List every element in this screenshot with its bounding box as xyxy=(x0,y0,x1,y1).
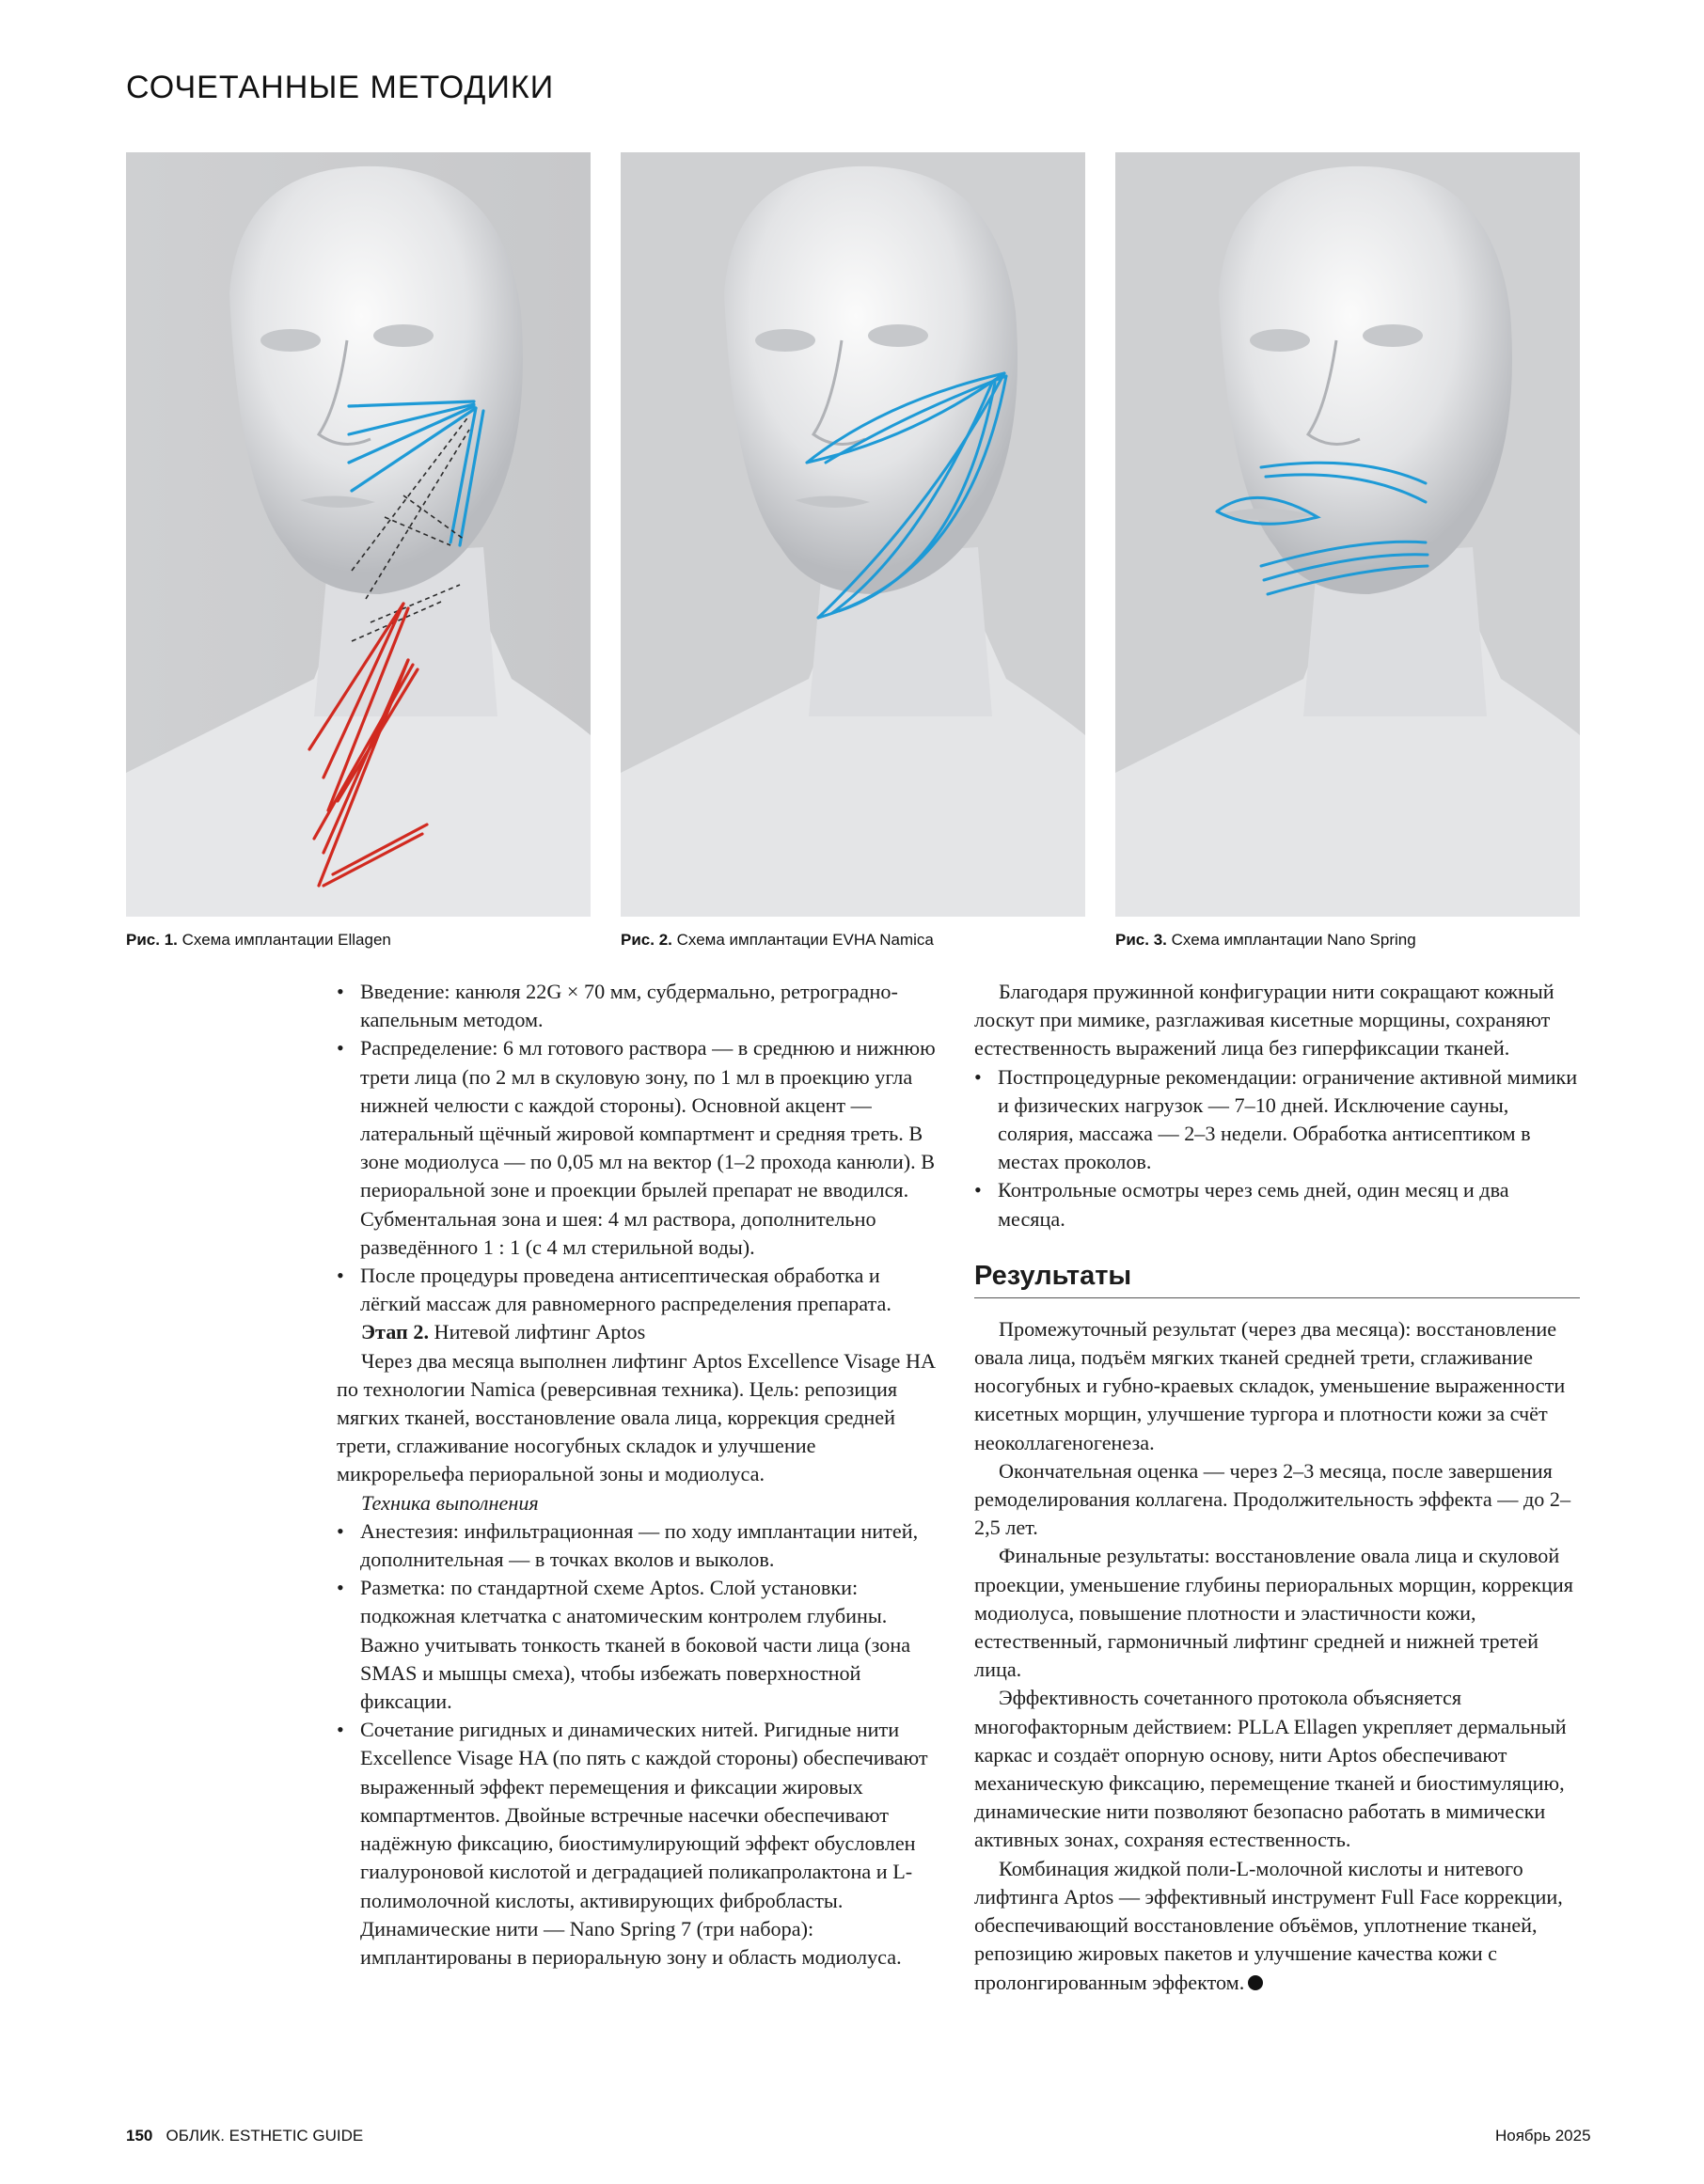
recommendations-bullet-list xyxy=(974,1063,1580,1233)
list-item: • Распределение: 6 мл готового раствора — в среднюю и нижнюю трети лица (по 2 мл в скуловую зону, по 1 мл в проекцию угла нижней челюсти с каждой стороны). Основной акцент — латеральный щёчный жировой компартмент и средняя треть. В зоне модиолуса — по 0,05 мл на вектор (1–2 прохода канюли). В периоральной зоне и проекции брылей препарат не вводился. Субментальная зона и шея: 4 мл раствора, дополнительно разведённого 1 : 1 (с 4 мл стерильной воды). xyxy=(337,1034,939,1262)
results-paragraph: Промежуточный результат (через два месяца): восстановление овала лица, подъём мягких тканей средней трети, сглаживание носогубных и губно-краевых складок, уменьшение выраженности кисетных морщин, улучшение тургора и плотности кожи за счёт неоколлагеногенеза. xyxy=(974,1316,1566,1454)
stage-2-label: Этап 2. xyxy=(361,1320,429,1344)
left-column xyxy=(337,978,939,1972)
figure-1-label: Рис. 1. xyxy=(126,931,178,949)
figure-1-ellagen-scheme xyxy=(126,152,591,917)
final-paragraph-text: Комбинация жидкой поли-L-молочной кислоты и нитевого лифтинга Aptos — эффективный инструмент Full Face коррекции, обеспечивающий восстановление объёмов, уплотнение тканей, репозицию жировых пакетов и улучшение качества кожи с пролонгированным эффектом. xyxy=(974,1856,1563,1994)
right-column xyxy=(974,978,1580,1997)
figure-3-caption-text: Схема имплантации Nano Spring xyxy=(1171,931,1416,949)
figure-2-evha-namica-scheme xyxy=(621,152,1085,917)
list-item: • Сочетание ригидных и динамических нитей. Ригидные нити Excellence Visage HA (по пять с каждой стороны) обеспечивают выраженный эффект перемещения и фиксации жировых компартментов. Двойные встречные насечки обеспечивают надёжную фиксацию, биостимулирующий эффект обусловлен гиалуроновой кислотой и деградацией поликапролактона и L-полимолочной кислоты, активирующих фибробласты. Динамические нити — Nano Spring 7 (три набора): имплантированы в периоральную зону и область модиолуса. xyxy=(337,1716,939,1972)
figure-1-caption xyxy=(126,931,391,950)
list-item: • Контрольные осмотры через семь дней, один месяц и два месяца. xyxy=(974,1176,1580,1233)
final-paragraph xyxy=(974,1855,1580,1997)
technique-heading: Техника выполнения xyxy=(361,1490,539,1515)
results-paragraph: Окончательная оценка — через 2–3 месяца, после завершения ремоделирования коллагена. Продолжительность эффекта — до 2–2,5 лет. xyxy=(974,1458,1571,1540)
figure-2-illustration xyxy=(621,152,1085,917)
figure-1-caption-text: Схема имплантации Ellagen xyxy=(181,931,391,949)
figure-3-nano-spring-scheme xyxy=(1115,152,1580,917)
stage-2-heading xyxy=(337,1318,939,1346)
section-title: СОЧЕТАННЫЕ МЕТОДИКИ xyxy=(126,70,555,105)
procedure-bullet-list xyxy=(337,978,939,1318)
technique-bullet-list xyxy=(337,1517,939,1972)
footer-left xyxy=(126,2127,363,2145)
left-eye xyxy=(755,329,815,352)
list-item: • Разметка: по стандартной схеме Aptos. Слой установки: подкожная клетчатка с анатомическим контролем глубины. Важно учитывать тонкость тканей в боковой части лица (зона SMAS и мышцы смеха), чтобы избежать поверхностной фиксации. xyxy=(337,1574,939,1716)
list-item: • Постпроцедурные рекомендации: ограничение активной мимики и физических нагрузок — 7–10 дней. Исключение сауны, солярия, массажа — 2–3 недели. Обработка антисептиком в местах проколов. xyxy=(974,1063,1580,1177)
figure-2-caption-text: Схема имплантации EVHA Namica xyxy=(676,931,934,949)
end-of-article-dot-icon xyxy=(1248,1975,1263,1990)
left-eye xyxy=(1250,329,1310,352)
figure-1-illustration xyxy=(126,152,591,917)
list-item: • После процедуры проведена антисептическая обработка и лёгкий массаж для равномерного распределения препарата. xyxy=(337,1262,939,1318)
footer-date: Ноябрь 2025 xyxy=(1495,2127,1591,2145)
figure-3-illustration xyxy=(1115,152,1580,917)
figure-3-caption xyxy=(1115,931,1416,950)
results-heading: Результаты xyxy=(974,1258,1580,1298)
figure-2-caption xyxy=(621,931,934,950)
stage-2-paragraph: Через два месяца выполнен лифтинг Aptos Excellence Visage HA по технологии Namica (реверсивная техника). Цель: репозиция мягких тканей, восстановление овала лица, коррекция средней трети, сглаживание носогубных складок и улучшение микрорельефа периоральной зоны и модиолуса. xyxy=(337,1348,935,1486)
continuation-paragraph: Благодаря пружинной конфигурации нити сокращают кожный лоскут при мимике, разглаживая кисетные морщины, сохраняют естественность выражений лица без гиперфиксации тканей. xyxy=(974,980,1554,1061)
list-item: • Анестезия: инфильтрационная — по ходу имплантации нитей, дополнительная — в точках вколов и выколов. xyxy=(337,1517,939,1574)
right-eye xyxy=(373,324,434,347)
stage-2-title: Нитевой лифтинг Aptos xyxy=(429,1320,646,1344)
results-paragraph: Финальные результаты: восстановление овала лица и скуловой проекции, уменьшение глубины периоральных морщин, коррекция модиолуса, повышение плотности и эластичности кожи, естественный, гармоничный лифтинг средней и нижней третей лица. xyxy=(974,1544,1573,1682)
list-item: • Введение: канюля 22G × 70 мм, субдермально, ретроградно-капельным методом. xyxy=(337,978,939,1034)
figure-3-label: Рис. 3. xyxy=(1115,931,1167,949)
figure-2-label: Рис. 2. xyxy=(621,931,672,949)
right-eye xyxy=(1363,324,1423,347)
publication-name: ОБЛИК. ESTHETIC GUIDE xyxy=(166,2127,364,2145)
right-eye xyxy=(868,324,928,347)
left-eye xyxy=(260,329,321,352)
page-number: 150 xyxy=(126,2127,153,2145)
results-paragraph: Эффективность сочетанного протокола объясняется многофакторным действием: PLLA Ellagen укрепляет дермальный каркас и создаёт опорную основу, нити Aptos обеспечивают механическую фиксацию, перемещение тканей и биостимуляцию, динамические нити позволяют безопасно работать в мимически активных зонах, сохраняя естественность. xyxy=(974,1686,1567,1852)
